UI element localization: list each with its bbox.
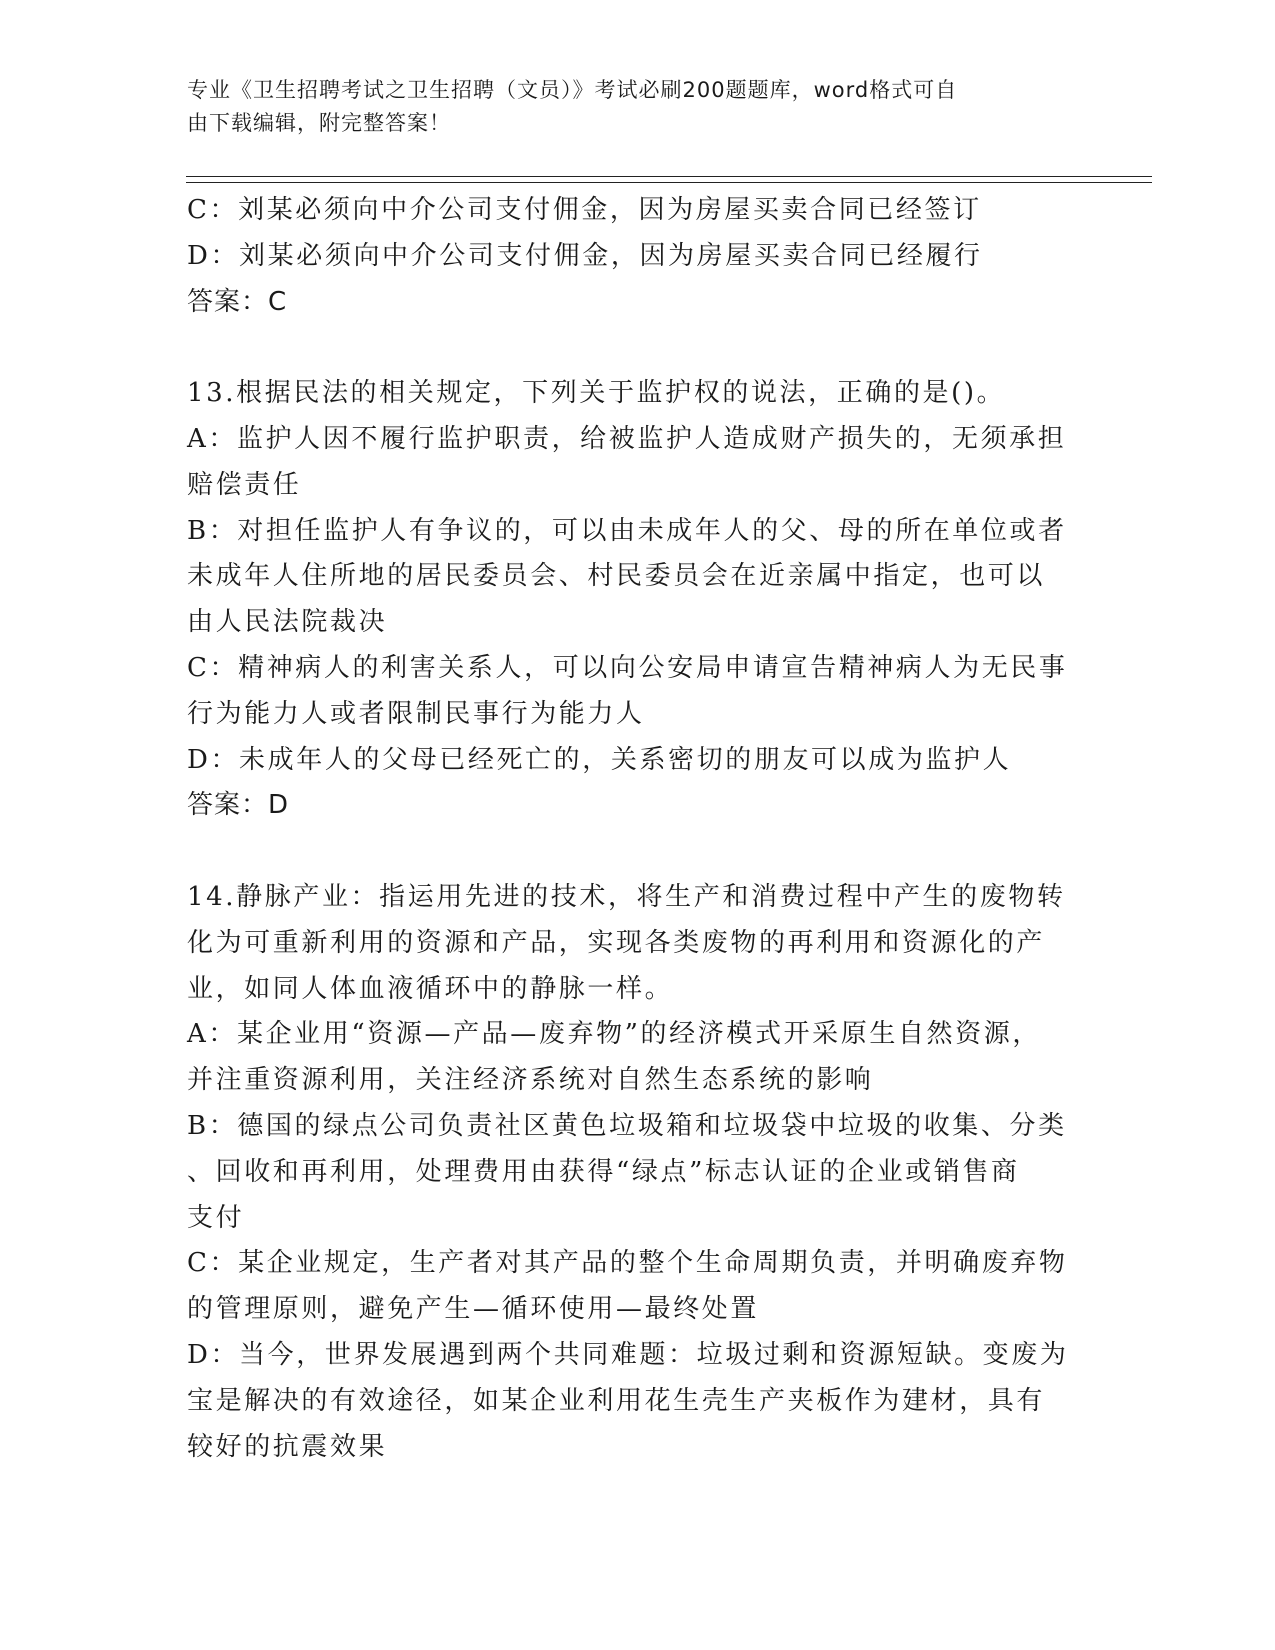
question-stem-line-1: 14.静脉产业：指运用先进的技术，将生产和消费过程中产生的废物转 — [187, 881, 1066, 912]
option-d: D：刘某必须向中介公司支付佣金，因为房屋买卖合同已经履行 — [187, 240, 983, 271]
option-a-line-1: A：某企业用“资源—产品—废弃物”的经济模式开采原生自然资源， — [187, 1019, 1041, 1050]
option-b-line-1: B：对担任监护人有争议的，可以由未成年人的父、母的所在单位或者 — [187, 515, 1067, 546]
question-stem-line-2: 化为可重新利用的资源和产品，实现各类废物的再利用和资源化的产 — [187, 927, 1046, 958]
option-b — [187, 1104, 1067, 1241]
option-d-line-3: 较好的抗震效果 — [187, 1431, 388, 1462]
option-d-line-2: 宝是解决的有效途径，如某企业利用花生壳生产夹板作为建材，具有 — [187, 1385, 1046, 1416]
option-d-line-1: D：当今，世界发展遇到两个共同难题：垃圾过剩和资源短缺。变废为 — [187, 1339, 1069, 1370]
answer-label: 答案：C — [187, 286, 288, 317]
answer-label: 答案：D — [187, 790, 290, 821]
option-b — [187, 509, 1067, 646]
option-a-line-1: A：监护人因不履行监护职责，给被监护人造成财产损失的，无须承担 — [187, 423, 1067, 454]
header-line-1: 专业《卫生招聘考试之卫生招聘（文员）》考试必刷200题题库，word格式可自 — [187, 78, 958, 102]
header-line-2: 由下载编辑，附完整答案！ — [187, 111, 451, 135]
option-b-line-2: 未成年人住所地的居民委员会、村民委员会在近亲属中指定，也可以 — [187, 561, 1046, 592]
option-a-line-2: 并注重资源利用，关注经济系统对自然生态系统的影响 — [187, 1065, 874, 1096]
header-divider-bottom — [186, 182, 1152, 183]
option-b-line-1: B：德国的绿点公司负责社区黄色垃圾箱和垃圾袋中垃圾的收集、分类 — [187, 1110, 1067, 1141]
question-13 — [187, 371, 1067, 829]
option-b-line-2: 、回收和再利用，处理费用由获得“绿点”标志认证的企业或销售商 — [187, 1156, 1020, 1187]
option-c: C：刘某必须向中介公司支付佣金，因为房屋买卖合同已经签订 — [187, 195, 982, 225]
option-c-line-1: C：精神病人的利害关系人，可以向公安局申请宣告精神病人为无民事 — [187, 652, 1068, 683]
option-d — [187, 1333, 1067, 1470]
option-c-line-2: 的管理原则，避免产生—循环使用—最终处置 — [187, 1294, 760, 1325]
header-divider-top — [186, 176, 1152, 177]
question-content — [187, 188, 1067, 1470]
option-d: D：未成年人的父母已经死亡的，关系密切的朋友可以成为监护人 — [187, 744, 1012, 775]
spacer — [187, 829, 1067, 875]
option-c — [187, 1241, 1067, 1333]
option-c-line-1: C：某企业规定，生产者对其产品的整个生命周期负责，并明确废弃物 — [187, 1248, 1068, 1279]
document-header — [187, 74, 1067, 140]
spacer — [187, 325, 1067, 371]
option-b-line-3: 支付 — [187, 1202, 245, 1233]
question-stem — [187, 875, 1067, 1012]
question-14 — [187, 875, 1067, 1470]
option-c — [187, 646, 1067, 738]
option-a — [187, 1012, 1067, 1104]
option-a-line-2: 赔偿责任 — [187, 469, 302, 500]
option-b-line-3: 由人民法院裁决 — [187, 607, 388, 638]
question-12 — [187, 188, 1067, 325]
question-stem-line-3: 业，如同人体血液循环中的静脉一样。 — [187, 973, 674, 1004]
question-stem: 13.根据民法的相关规定，下列关于监护权的说法，正确的是()。 — [187, 378, 1006, 409]
option-c-line-2: 行为能力人或者限制民事行为能力人 — [187, 698, 645, 729]
option-a — [187, 417, 1067, 509]
